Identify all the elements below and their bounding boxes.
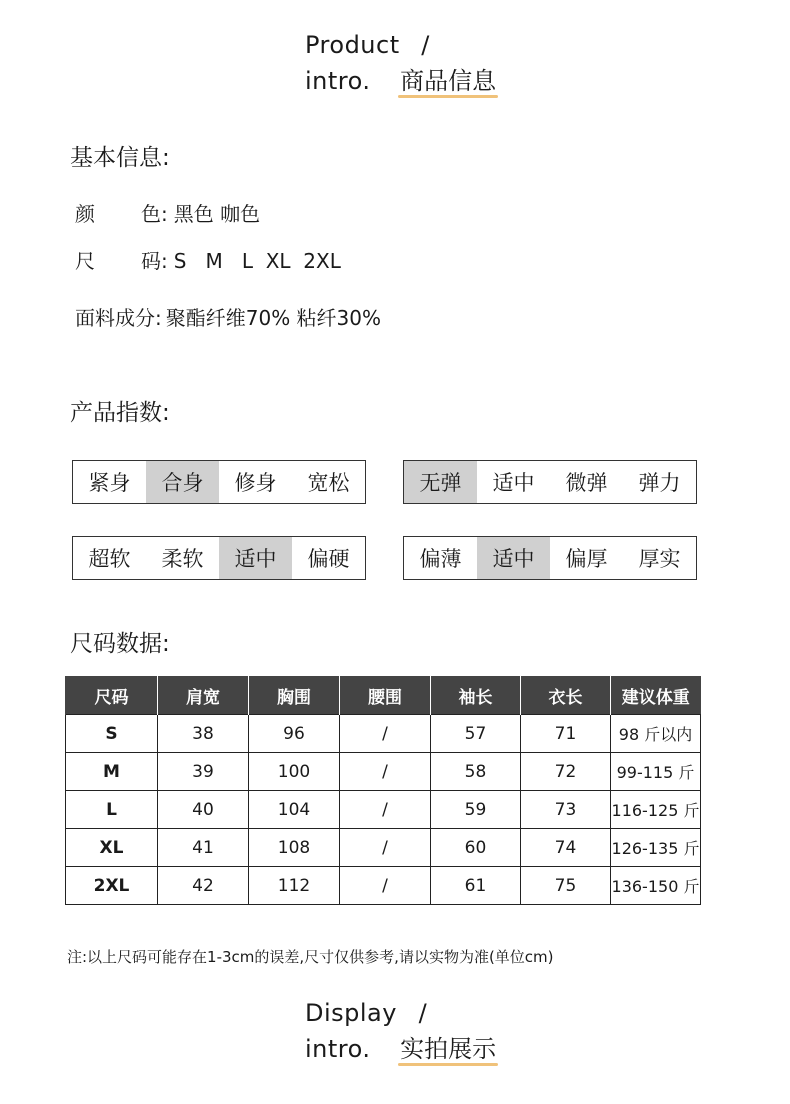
header-chest: 胸围 xyxy=(249,676,340,715)
cell-size: XL xyxy=(66,829,158,867)
cell-chest: 96 xyxy=(249,715,340,753)
softness-option-selected: 适中 xyxy=(219,537,292,579)
product-header-en: Product xyxy=(305,31,400,59)
cell-waist: / xyxy=(340,867,431,905)
header-shoulder: 肩宽 xyxy=(158,676,249,715)
product-header-intro: intro. xyxy=(305,67,371,95)
cell-weight: 99-115 斤 xyxy=(611,753,701,791)
cell-waist: / xyxy=(340,829,431,867)
color-value: 黑色 咖色 xyxy=(173,202,261,226)
table-row xyxy=(66,753,701,791)
cell-waist: / xyxy=(340,715,431,753)
table-row xyxy=(66,829,701,867)
fabric-label: 面料成分: xyxy=(75,306,162,330)
product-header-line2 xyxy=(305,66,496,96)
cell-size: L xyxy=(66,791,158,829)
cell-shoulder: 42 xyxy=(158,867,249,905)
basic-info-title: 基本信息: xyxy=(70,145,170,171)
cell-shoulder: 38 xyxy=(158,715,249,753)
size-label-a: 尺 xyxy=(75,249,95,273)
size-table-header-row xyxy=(66,676,701,715)
cell-chest: 104 xyxy=(249,791,340,829)
display-header-line1 xyxy=(305,998,427,1028)
cell-chest: 108 xyxy=(249,829,340,867)
cell-length: 74 xyxy=(521,829,611,867)
softness-index xyxy=(72,536,366,580)
cell-size: 2XL xyxy=(66,867,158,905)
softness-option: 超软 xyxy=(88,547,131,571)
fit-option: 修身 xyxy=(234,471,277,495)
cell-weight: 126-135 斤 xyxy=(611,829,701,867)
product-header-line1 xyxy=(305,30,429,60)
cell-chest: 112 xyxy=(249,867,340,905)
fabric-row xyxy=(75,304,381,332)
header-sleeve: 袖长 xyxy=(431,676,521,715)
display-header-slash: / xyxy=(418,999,427,1027)
product-header-cn: 商品信息 xyxy=(400,67,497,95)
cell-shoulder: 41 xyxy=(158,829,249,867)
thickness-option: 偏薄 xyxy=(419,547,462,571)
thickness-index xyxy=(403,536,697,580)
cell-chest: 100 xyxy=(249,753,340,791)
softness-option: 柔软 xyxy=(161,547,204,571)
header-weight: 建议体重 xyxy=(611,676,701,715)
stretch-option: 微弹 xyxy=(565,471,608,495)
thickness-option: 偏厚 xyxy=(565,547,608,571)
cell-shoulder: 40 xyxy=(158,791,249,829)
stretch-option-selected: 无弹 xyxy=(404,461,477,503)
size-note: 注:以上尺码可能存在1-3cm的误差,尺寸仅供参考,请以实物为准(单位cm) xyxy=(67,948,554,966)
cell-length: 73 xyxy=(521,791,611,829)
cell-sleeve: 60 xyxy=(431,829,521,867)
cell-length: 75 xyxy=(521,867,611,905)
color-row xyxy=(75,200,260,228)
product-header-slash: / xyxy=(421,31,430,59)
cell-weight: 136-150 斤 xyxy=(611,867,701,905)
color-label-a: 颜 xyxy=(75,202,95,226)
cell-waist: / xyxy=(340,753,431,791)
display-header-intro: intro. xyxy=(305,1035,371,1063)
display-header-cn: 实拍展示 xyxy=(400,1035,497,1063)
cell-weight: 116-125 斤 xyxy=(611,791,701,829)
stretch-option: 适中 xyxy=(492,471,535,495)
cell-weight: 98 斤以内 xyxy=(611,715,701,753)
product-index-title: 产品指数: xyxy=(70,400,170,426)
color-label-b: 色: xyxy=(141,202,168,226)
size-row xyxy=(75,247,341,275)
cell-sleeve: 58 xyxy=(431,753,521,791)
fit-option: 紧身 xyxy=(88,471,131,495)
thickness-option-selected: 适中 xyxy=(477,537,550,579)
cell-size: S xyxy=(66,715,158,753)
size-label-b: 码: xyxy=(141,249,168,273)
fabric-value: 聚酯纤维70% 粘纤30% xyxy=(165,306,382,330)
softness-option: 偏硬 xyxy=(307,547,350,571)
thickness-option: 厚实 xyxy=(638,547,681,571)
stretch-option: 弹力 xyxy=(638,471,681,495)
table-row xyxy=(66,867,701,905)
size-table xyxy=(65,676,701,905)
cell-sleeve: 61 xyxy=(431,867,521,905)
display-header-line2 xyxy=(305,1034,496,1064)
display-header-en: Display xyxy=(305,999,397,1027)
cell-waist: / xyxy=(340,791,431,829)
cell-length: 71 xyxy=(521,715,611,753)
size-value: S M L XL 2XL xyxy=(173,249,341,273)
cell-length: 72 xyxy=(521,753,611,791)
header-length: 衣长 xyxy=(521,676,611,715)
header-waist: 腰围 xyxy=(340,676,431,715)
fit-option: 宽松 xyxy=(307,471,350,495)
fit-option-selected: 合身 xyxy=(146,461,219,503)
size-data-title: 尺码数据: xyxy=(70,631,170,657)
table-row xyxy=(66,791,701,829)
table-row xyxy=(66,715,701,753)
stretch-index xyxy=(403,460,697,504)
cell-size: M xyxy=(66,753,158,791)
header-size: 尺码 xyxy=(66,676,158,715)
cell-shoulder: 39 xyxy=(158,753,249,791)
fit-index xyxy=(72,460,366,504)
cell-sleeve: 57 xyxy=(431,715,521,753)
cell-sleeve: 59 xyxy=(431,791,521,829)
